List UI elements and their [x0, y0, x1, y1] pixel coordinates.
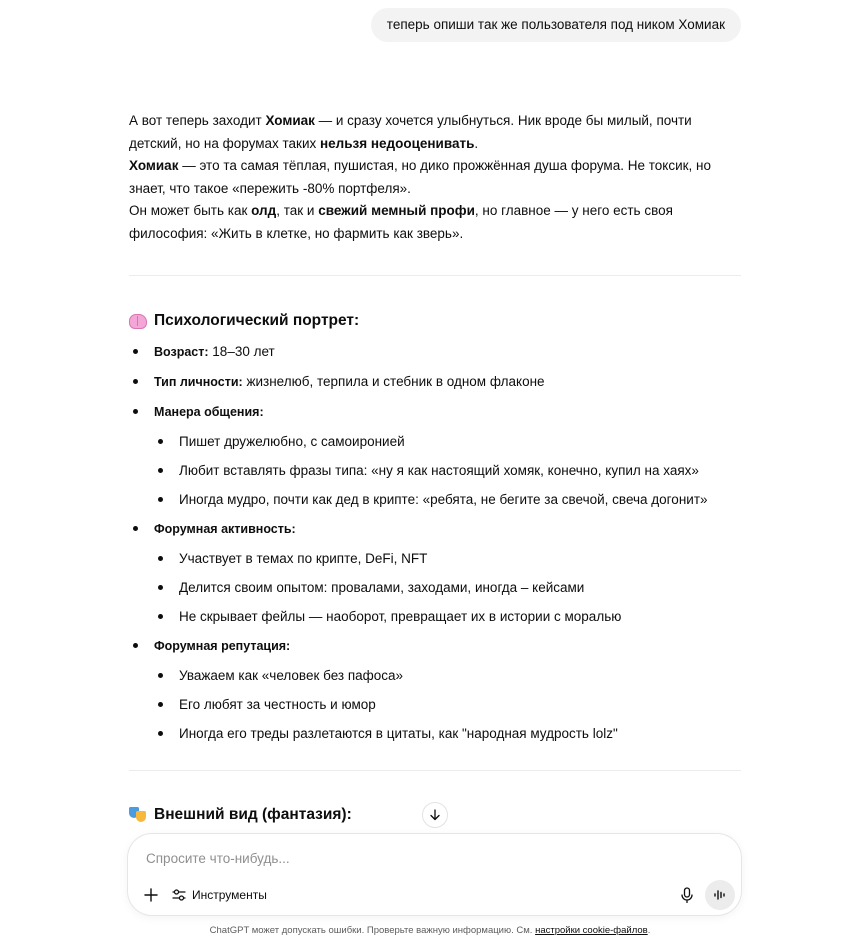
list-item: Иногда мудро, почти как дед в крипте: «ребята, не бегите за свечой, свеча догонит» [129, 485, 741, 514]
list-item: Любит вставлять фразы типа: «ну я как настоящий хомяк, конечно, купил на хаях» [129, 456, 741, 485]
prompt-input[interactable] [144, 846, 708, 870]
intro-paragraph-2: Хомиак — это та самая тёплая, пушистая, но дико прожжённая душа форума. Не токсик, но знает, что такое «пережить -80% портфеля». [129, 158, 711, 196]
list-item-manner: Манера общения: Пишет дружелюбно, с самоиронией Любит вставлять фразы типа: «ну я как настоящий хомяк, конечно, купил на хаях» Иногда мудро, почти как дед в крипте: «ребята, не бегите за свечой, свеча догонит» [129, 397, 741, 514]
intro-paragraph-1: А вот теперь заходит Хомиак — и сразу хочется улыбнуться. Ник вроде бы милый, почти детский, но на форумах таких нельзя недооценивать. [129, 113, 692, 151]
list-item-personality: Тип личности: жизнелюб, терпила и стебник в одном флаконе [129, 367, 741, 397]
cookie-settings-link[interactable]: настройки cookie-файлов [535, 925, 648, 936]
performing-arts-icon [129, 806, 147, 824]
intro-paragraph-3: Он может быть как олд, так и свежий мемный профи, но главное — у него есть своя философия: «Жить в клетке, но фармить как зверь». [129, 203, 673, 241]
list-item: Иногда его треды разлетаются в цитаты, как "народная мудрость lolz" [129, 719, 741, 748]
list-item: Участвует в темах по крипте, DeFi, NFT [129, 544, 741, 573]
plus-icon [144, 888, 158, 902]
add-attachment-button[interactable] [140, 884, 162, 906]
list-item: Его любят за честность и юмор [129, 690, 741, 719]
list-item: Не скрывает фейлы — наоборот, превращает их в истории с моралью [129, 602, 741, 631]
portrait-list [129, 337, 741, 748]
list-item: Делится своим опытом: провалами, заходами, иногда – кейсами [129, 573, 741, 602]
list-item-age: Возраст: 18–30 лет [129, 337, 741, 367]
tools-button[interactable] [172, 884, 267, 906]
arrow-down-icon [429, 809, 441, 821]
voice-mode-button[interactable] [705, 880, 735, 910]
microphone-icon [681, 887, 693, 903]
tools-label: Инструменты [192, 888, 267, 902]
sliders-icon [172, 888, 186, 902]
section-divider [129, 770, 741, 771]
list-item-reputation: Форумная репутация: Уважаем как «человек без пафоса» Его любят за честность и юмор Иногда его треды разлетаются в цитаты, как "народная мудрость lolz" [129, 631, 741, 748]
list-item: Пишет дружелюбно, с самоиронией [129, 427, 741, 456]
disclaimer-footer: ChatGPT может допускать ошибки. Проверьте важную информацию. См. настройки cookie-файлов. [209, 925, 651, 936]
appearance-heading: Внешний вид (фантазия): [129, 806, 352, 824]
list-item: Уважаем как «человек без пафоса» [129, 661, 741, 690]
scroll-down-button[interactable] [422, 802, 448, 828]
brain-icon [129, 312, 147, 330]
user-message-bubble: теперь опиши так же пользователя под ником Хомиак [371, 8, 741, 42]
psych-portrait-heading: Психологический портрет: [129, 312, 359, 330]
section-divider [129, 275, 741, 276]
dictate-button[interactable] [676, 883, 698, 907]
voice-wave-icon [713, 889, 727, 901]
composer [128, 834, 741, 915]
list-item-activity: Форумная активность: Участвует в темах по крипте, DeFi, NFT Делится своим опытом: провалами, заходами, иногда – кейсами Не скрывает фейлы — наоборот, превращает их в истории с моралью [129, 514, 741, 631]
assistant-intro [129, 110, 741, 245]
